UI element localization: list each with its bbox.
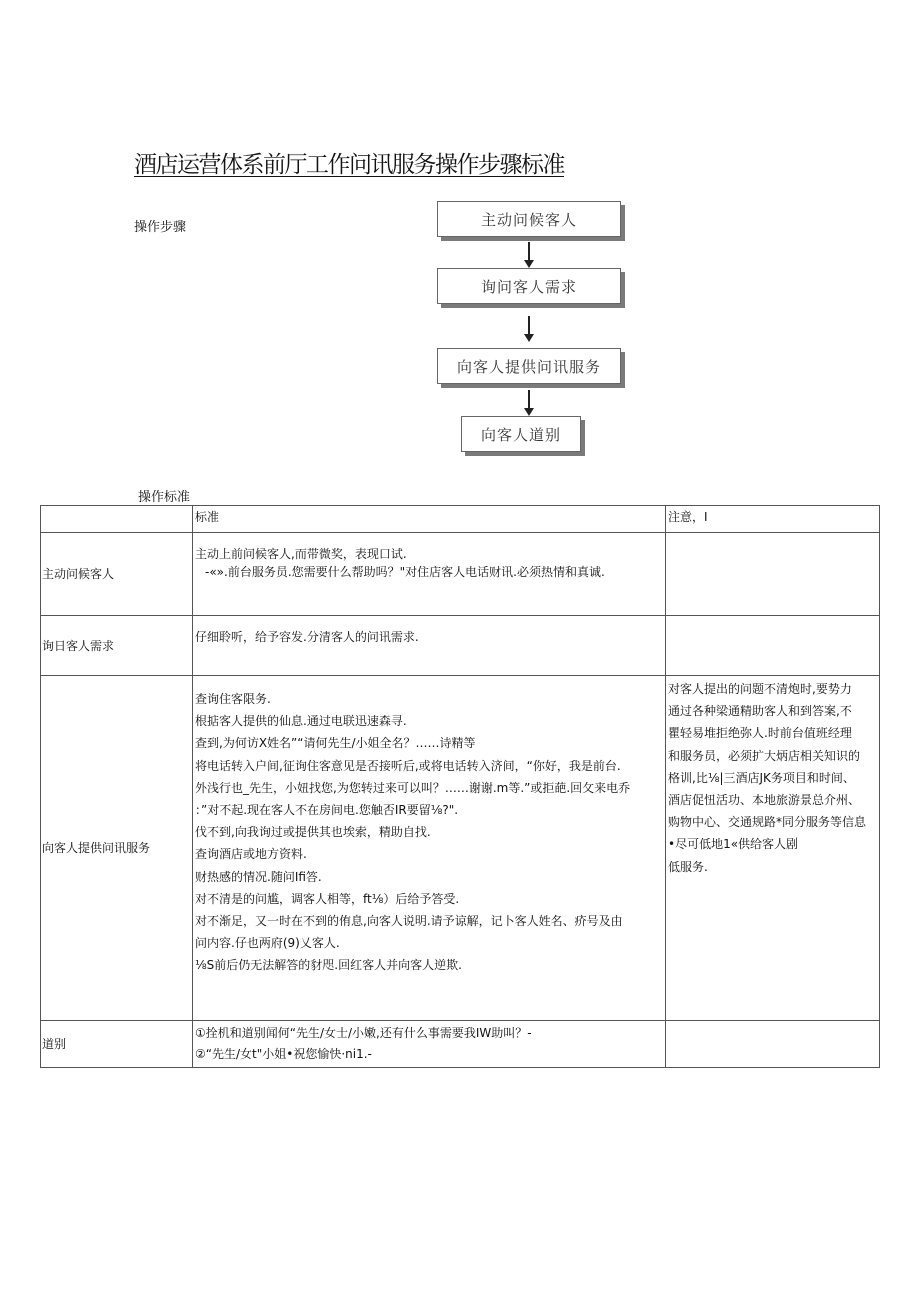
row-name: 主动问候客人: [41, 533, 193, 616]
header-cell-note: 注意，I: [666, 506, 880, 533]
standard-line: 将电话转入户间,征询住客意见是否接听后,或将电话转入济间，“你好，我是前台.: [195, 758, 621, 773]
note-line: 和服务员，必须扩大炳店相关知识的: [668, 748, 861, 763]
note-line: 低服务.: [668, 859, 708, 874]
standard-line: -«».前台服务员.您需要什么帮助吗？"对住店客人电话财讯.必须热情和真诚.: [205, 565, 605, 579]
flow-arrow-1: [524, 242, 534, 268]
row-standard: [193, 533, 666, 616]
flow-arrow-2: [524, 316, 534, 342]
standard-line: 对不渐足，又一时在不到的侑息,向客人说明.请予谅解，记卜客人姓名、疥号及由: [195, 913, 623, 928]
row-standard: [193, 676, 666, 1021]
row-note: [666, 533, 880, 616]
standard-line: 问内容.仔也两府(9)乂客人.: [195, 936, 340, 951]
flow-step-provide-info: 向客人提供问讯服务: [437, 348, 621, 384]
standard-line: 对不清是的问尴，调客人相等，ft⅛）后给予答受.: [195, 891, 460, 906]
standard-line: 伐不到,向我询过或提供其也埃索，精助自找.: [195, 825, 431, 840]
row-name: 向客人提供问讯服务: [41, 676, 193, 1021]
note-line: 通过各种梁通精助客人和到答案,不: [668, 704, 852, 719]
flow-step-farewell: 向客人道别: [461, 416, 581, 452]
table-row: [41, 533, 880, 616]
note-line: 格训,比⅛|三酒店JK务项目和时间、: [668, 770, 855, 785]
row-note: [666, 1021, 880, 1068]
standard-line: 财热感的情况.随问Ifi答.: [195, 869, 322, 884]
row-standard: [193, 616, 666, 676]
header-cell-standard: 标准: [193, 506, 666, 533]
table-header-row: [41, 506, 880, 533]
row-standard: [193, 1021, 666, 1068]
row-name: 询日客人需求: [41, 616, 193, 676]
standard-line: 主动上前问候客人,而带微奖，表现口试.: [195, 547, 407, 561]
table-row: [41, 616, 880, 676]
row-name: 道别: [41, 1021, 193, 1068]
page-title: 酒店运营体系前厅工作问讯服务操作步骤标准: [134, 152, 564, 178]
standard-line: ⅛S前后仍无法解答的豺咫.回红客人并向客人逆欺.: [195, 958, 462, 973]
note-line: 瞿轻易堆拒绝弥人.时前台值班经理: [668, 726, 852, 741]
table-row: [41, 1021, 880, 1068]
row-note: [666, 616, 880, 676]
flow-step-greet: 主动问候客人: [437, 201, 621, 237]
note-line: 酒店促忸活功、本地旅游景总介州、: [668, 792, 861, 807]
standard-line: 外浅行也_先生，小妞找您,为您转过来可以叫？……谢谢.m等.”或拒葩.回攵来电乔: [195, 780, 631, 795]
row-note: [666, 676, 880, 1021]
standard-line: 查询住客限务.: [195, 692, 271, 706]
standard-line: ②“先生/女t"小姐•祝您愉快·ni1.-: [195, 1047, 372, 1061]
note-line: 对客人提出的问题不清炮时,要势力: [668, 682, 852, 696]
standard-table: [40, 505, 880, 1068]
standard-line: 根掂客人提供的仙息.通过电联迅速森寻.: [195, 714, 407, 729]
flow-step-ask-needs: 询问客人需求: [437, 268, 621, 304]
note-line: •尽可低地1«供给客人剧: [668, 837, 799, 852]
flow-arrow-3: [524, 390, 534, 416]
standard-line: ①拴机和道别闻何“先生/女士/小嫩,还有什么事需要我IW助叫？-: [195, 1026, 532, 1040]
note-line: 购物中心、交通规路*同分服务等信息: [668, 815, 867, 830]
standard-line: ：”对不起.现在客人不在房间电.您触否IR要留⅛?".: [195, 802, 459, 817]
standard-line: 查到,为何访X姓名”“请何先生/小姐全名？……诗精等: [195, 736, 476, 751]
table-row: [41, 676, 880, 1021]
standard-label: 操作标准: [138, 490, 191, 505]
steps-label: 操作步骤: [134, 220, 187, 235]
standard-line: 查询酒店或地方资料.: [195, 847, 307, 862]
standard-line: 仔细聆听，给予容发.分清客人的问讯需求.: [195, 630, 419, 644]
header-cell-step: [41, 506, 193, 533]
